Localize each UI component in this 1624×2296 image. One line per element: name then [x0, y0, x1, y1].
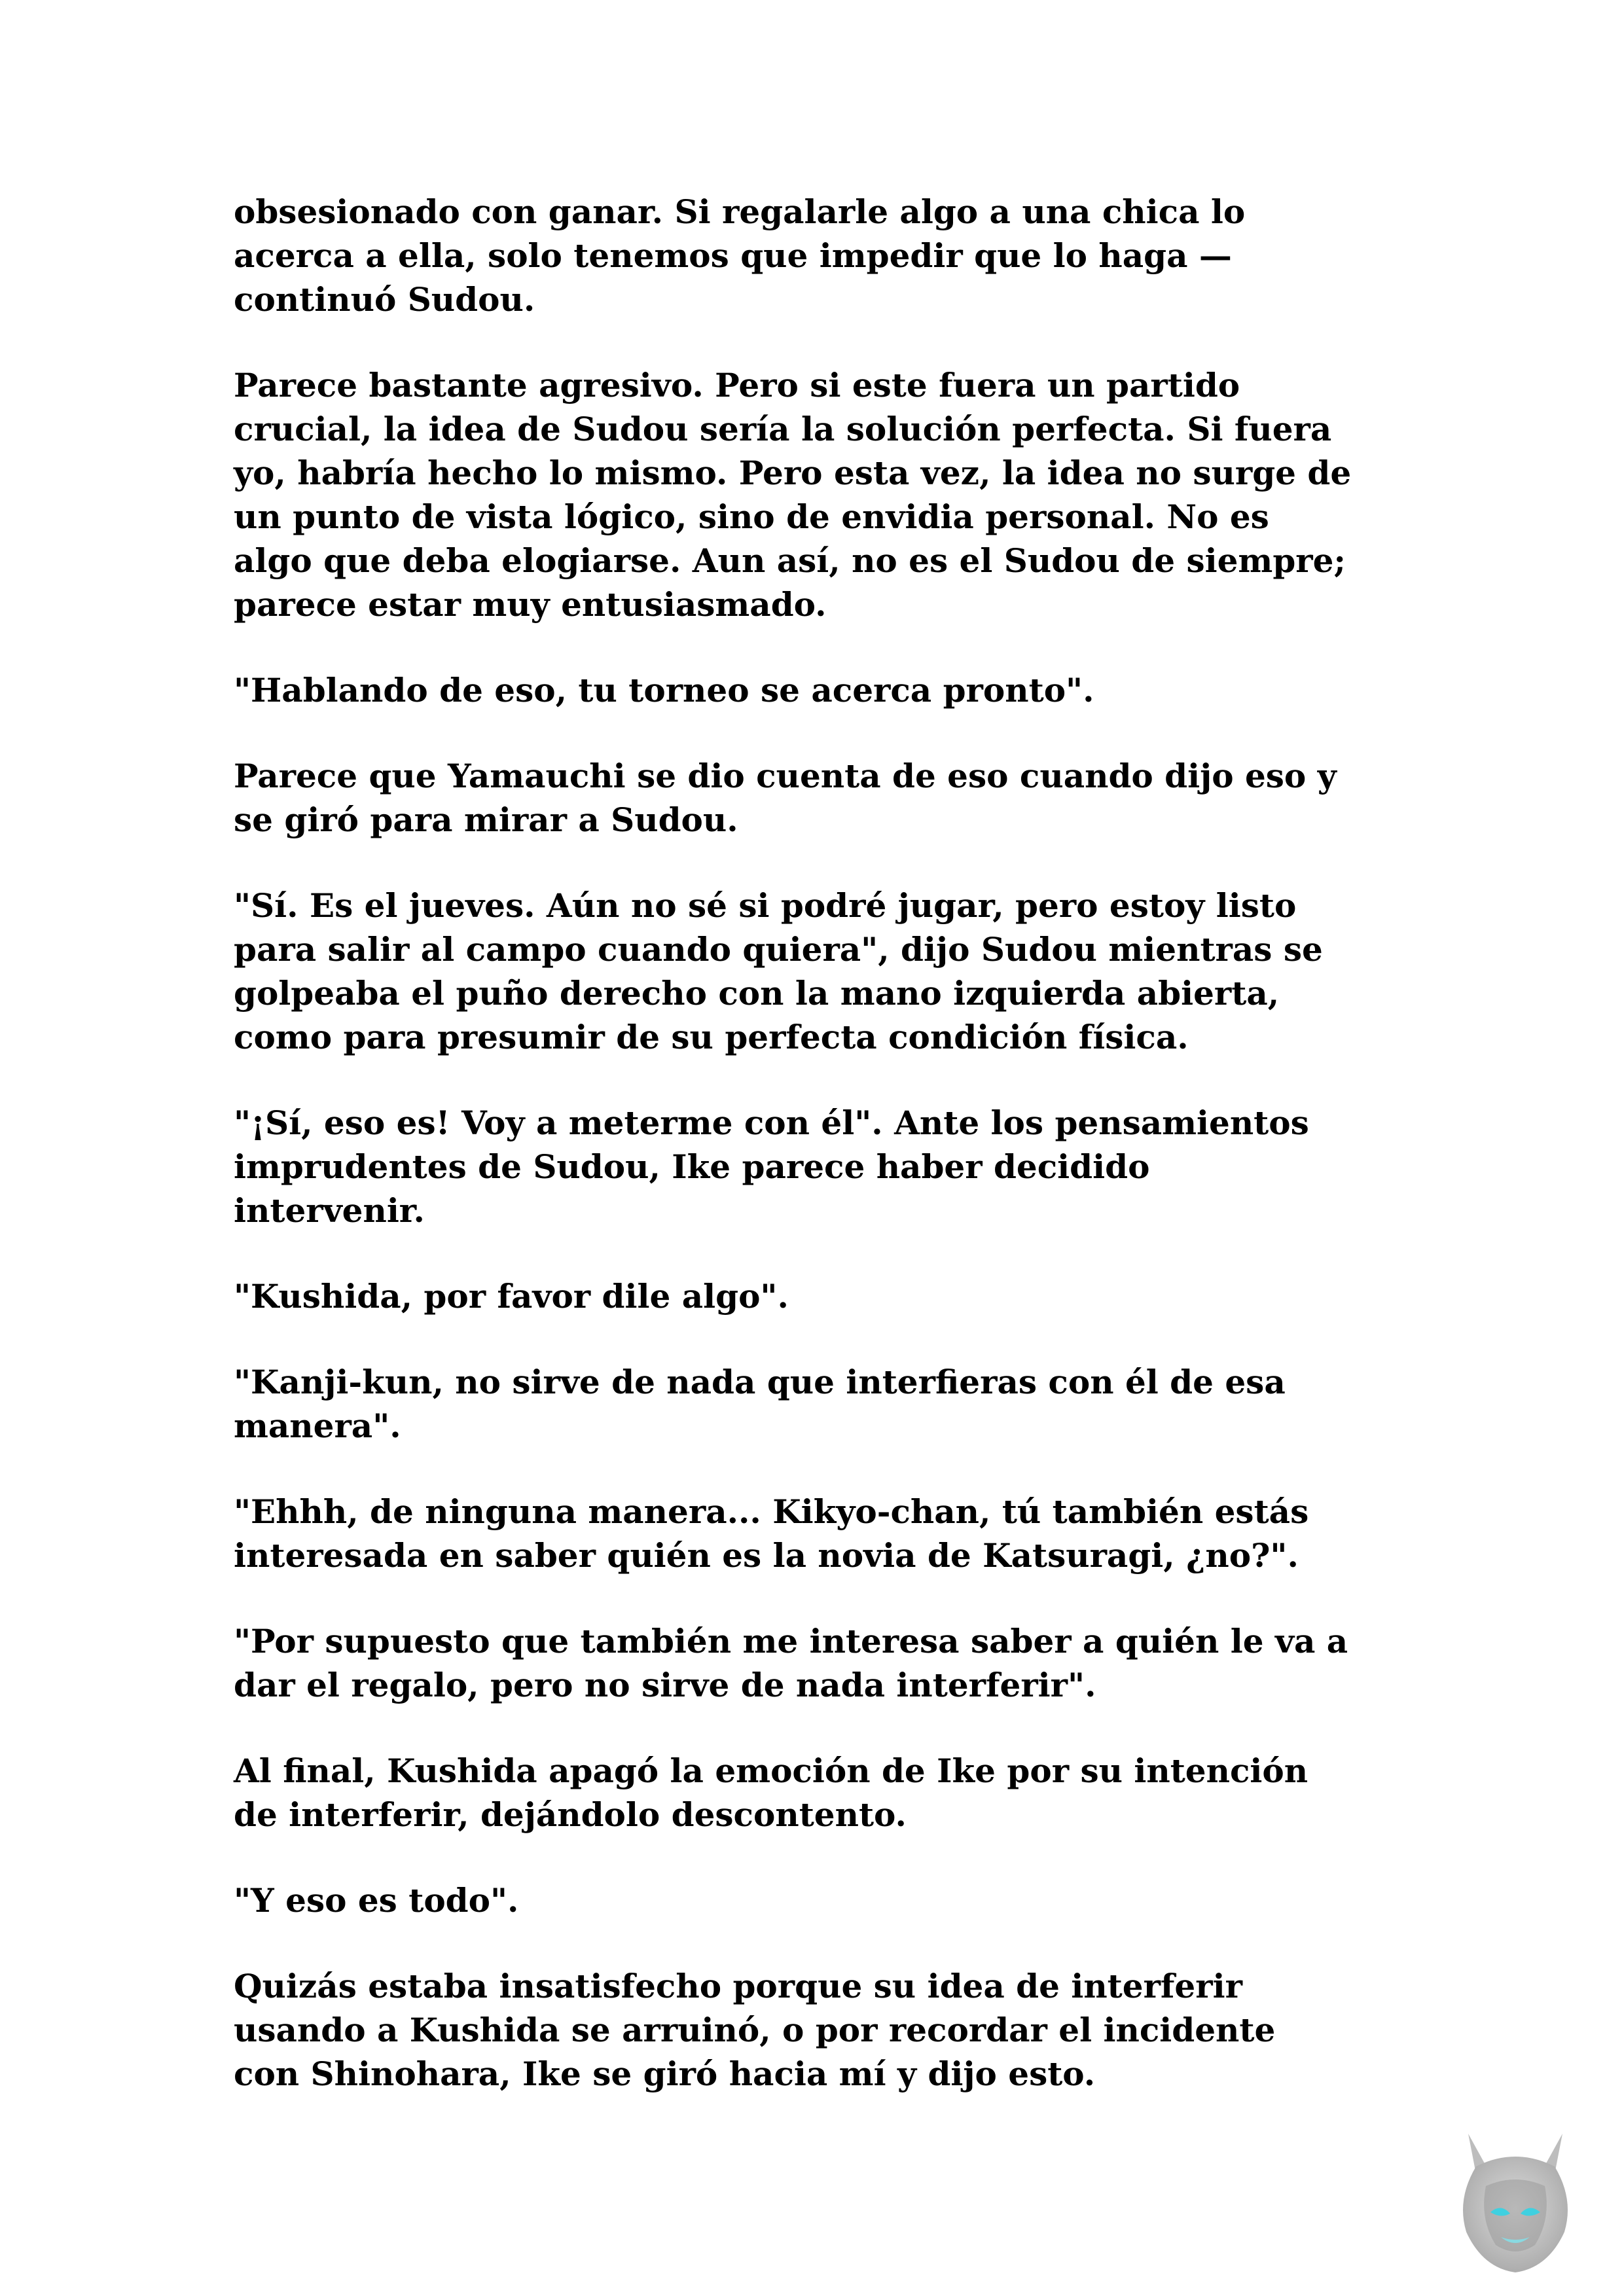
text-line: "¡Sí, eso es! Voy a meterme con él". Ante los pensamientos [234, 1103, 1309, 1142]
paragraph [234, 1274, 1405, 1318]
text-line: "Kushida, por favor dile algo". [234, 1277, 789, 1316]
text-line: "Kanji-kun, no sirve de nada que interfieras con él de esa [234, 1363, 1286, 1401]
text-line: crucial, la idea de Sudou sería la solución perfecta. Si fuera [234, 410, 1332, 448]
text-line: "Y eso es todo". [234, 1881, 519, 1920]
paragraph [234, 1101, 1405, 1232]
text-line: "Hablando de eso, tu torneo se acerca pronto". [234, 671, 1094, 709]
paragraph [234, 190, 1405, 321]
text-line: de interferir, dejándolo descontento. [234, 1795, 907, 1834]
paragraph [234, 1619, 1405, 1707]
text-line: algo que deba elogiarse. Aun así, no es el Sudou de siempre; [234, 541, 1346, 580]
text-line: "Sí. Es el jueves. Aún no sé si podré jugar, pero estoy listo [234, 886, 1297, 925]
paragraph [234, 884, 1405, 1059]
paragraph [234, 754, 1405, 842]
text-line: yo, habría hecho lo mismo. Pero esta vez, la idea no surge de [234, 454, 1352, 492]
text-body [234, 190, 1405, 2138]
text-line: Parece bastante agresivo. Pero si este fuera un partido [234, 366, 1240, 404]
text-line: acerca a ella, solo tenemos que impedir que lo haga — [234, 236, 1232, 275]
text-line: intervenir. [234, 1191, 425, 1230]
text-line: imprudentes de Sudou, Ike parece haber decidido [234, 1147, 1150, 1186]
text-line: Al final, Kushida apagó la emoción de Ike por su intención [234, 1751, 1308, 1790]
text-line: Parece que Yamauchi se dio cuenta de eso cuando dijo eso y [234, 757, 1337, 795]
text-line: "Ehhh, de ninguna manera... Kikyo-chan, tú también estás [234, 1492, 1309, 1531]
paragraph [234, 1490, 1405, 1577]
text-line: como para presumir de su perfecta condición física. [234, 1018, 1189, 1056]
paragraph [234, 1749, 1405, 1837]
paragraph [234, 1964, 1405, 2096]
text-line: Quizás estaba insatisfecho porque su idea de interferir [234, 1967, 1242, 2005]
paragraph [234, 363, 1405, 626]
paragraph [234, 668, 1405, 712]
text-line: "Por supuesto que también me interesa saber a quién le va a [234, 1622, 1348, 1660]
text-line: obsesionado con ganar. Si regalarle algo a una chica lo [234, 192, 1246, 231]
text-line: con Shinohara, Ike se giró hacia mí y dijo esto. [234, 2054, 1096, 2093]
paragraph [234, 1360, 1405, 1448]
paragraph [234, 1878, 1405, 1922]
text-line: parece estar muy entusiasmado. [234, 585, 827, 624]
text-line: interesada en saber quién es la novia de Katsuragi, ¿no?". [234, 1536, 1299, 1575]
text-line: manera". [234, 1407, 401, 1445]
text-line: continuó Sudou. [234, 280, 535, 319]
text-line: un punto de vista lógico, sino de envidia personal. No es [234, 497, 1269, 536]
demon-head-logo-icon [1437, 2121, 1594, 2278]
text-line: se giró para mirar a Sudou. [234, 800, 738, 839]
text-line: dar el regalo, pero no sirve de nada interferir". [234, 1666, 1096, 1704]
text-line: para salir al campo cuando quiera", dijo Sudou mientras se [234, 930, 1323, 969]
text-line: usando a Kushida se arruinó, o por recordar el incidente [234, 2011, 1276, 2049]
text-line: golpeaba el puño derecho con la mano izquierda abierta, [234, 974, 1280, 1013]
